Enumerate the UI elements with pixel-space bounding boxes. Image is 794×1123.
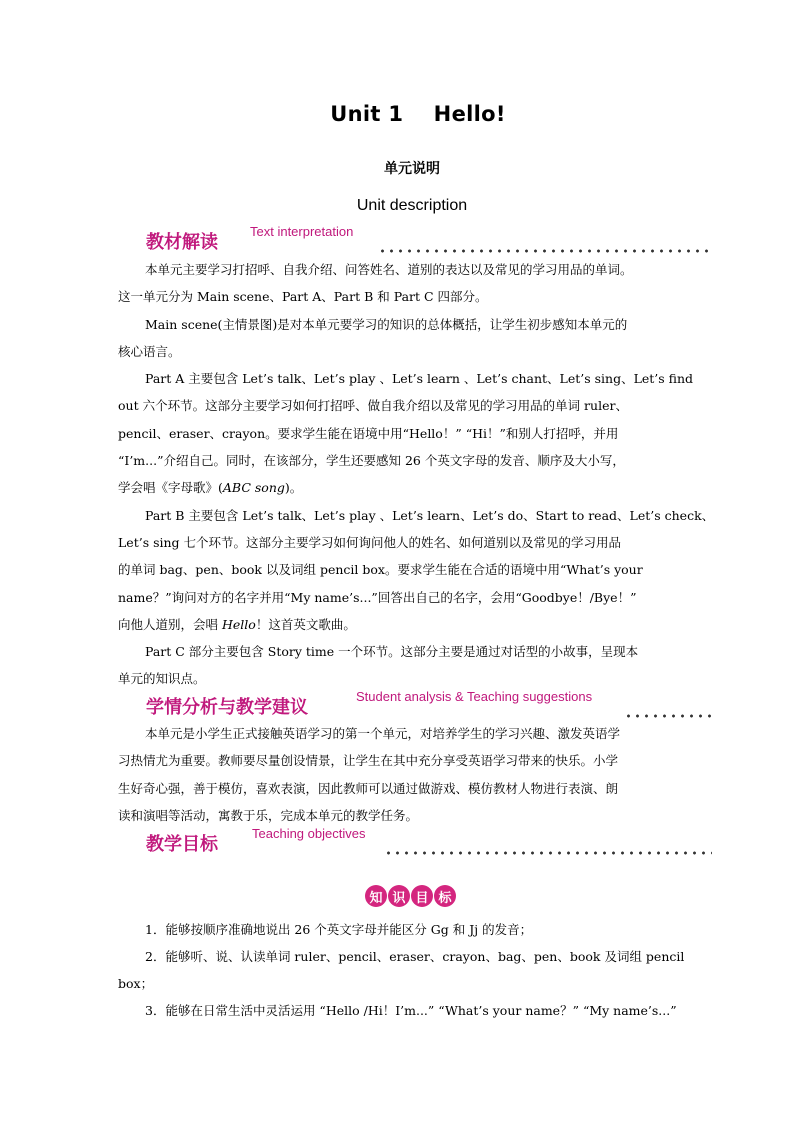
text-line: 的单词 bag、pen、book 以及词组 pencil box。要求学生能在合适的语境中用“What’s your xyxy=(118,562,643,578)
text-line: 读和演唱等活动，寓教于乐，完成本单元的教学任务。 xyxy=(118,807,419,823)
text-line: 单元的知识点。 xyxy=(118,671,206,687)
dotted-rule xyxy=(378,249,712,253)
text-line: 这一单元分为 Main scene、Part A、Part B 和 Part C 四部分。 xyxy=(118,289,488,305)
text-line: out 六个环节。这部分主要学习如何打招呼、做自我介绍以及常见的学习用品的单词 ruler、 xyxy=(118,398,628,414)
text-line: pencil、eraser、crayon。要求学生能在语境中用“Hello！” “Hi！”和别人打招呼，并用 xyxy=(118,425,619,441)
text-line: Part C 部分主要包含 Story time 一个环节。这部分主要是通过对话型的小故事，呈现本 xyxy=(145,644,639,660)
text-line: Part A 主要包含 Let’s talk、Let’s play 、Let’s learn 、Let’s chant、Let’s sing、Let’s find xyxy=(145,371,694,387)
text-line: 习热情尤为重要。教师要尽量创设情景，让学生在其中充分享受英语学习带来的快乐。小学 xyxy=(118,753,619,769)
section-header-teaching-objectives xyxy=(146,826,712,856)
knowledge-objectives-badge xyxy=(365,885,457,909)
text-interpretation-body xyxy=(118,256,715,693)
badge-char: 知 xyxy=(365,885,387,907)
text-line: 本单元主要学习打招呼、自我介绍、问答姓名、道别的表达以及常见的学习用品的单词。 xyxy=(145,262,633,277)
section-title-cn: 教学目标 xyxy=(146,834,218,855)
text-fragment: ！这首英文歌曲。 xyxy=(255,616,356,632)
objectives-list xyxy=(118,916,684,1024)
section-title-en: Text interpretation xyxy=(250,224,354,239)
text-line: 本单元是小学生正式接触英语学习的第一个单元，对培养学生的学习兴趣、激发英语学 xyxy=(145,726,621,741)
page-title: Unit 1 Hello! xyxy=(330,102,506,126)
text-fragment: 向他人道别，会唱 xyxy=(118,616,222,632)
objective-item: 3．能够在日常生活中灵活运用 “Hello /Hi！I’m...” “What’s your name？” “My name’s...” xyxy=(145,1003,677,1018)
text-line xyxy=(118,474,684,501)
text-line: “I’m...”介绍自己。同时，在该部分，学生还要感知 26 个英文字母的发音、顺序及大小写， xyxy=(118,453,625,469)
section-title-en: Teaching objectives xyxy=(252,826,366,841)
subtitle-cn: 单元说明 xyxy=(384,161,440,177)
badge-char: 识 xyxy=(388,885,410,907)
text-line: 生好奇心强，善于模仿，喜欢表演，因此教师可以通过做游戏、模仿教材人物进行表演、朗 xyxy=(118,780,619,796)
dotted-rule xyxy=(624,714,712,718)
text-line: Part B 主要包含 Let’s talk、Let’s play 、Let’s learn、Let’s do、Start to read、Let’s check、 xyxy=(145,507,715,523)
objective-item: 2．能够听、说、认读单词 ruler、pencil、eraser、crayon、bag、pen、book 及词组 pencil xyxy=(145,949,685,964)
badge-char: 标 xyxy=(434,885,456,907)
song-title: Hello xyxy=(221,616,256,632)
text-line xyxy=(118,611,684,638)
section-header-text-interpretation xyxy=(146,224,712,254)
section-title-cn: 学情分析与教学建议 xyxy=(146,697,308,718)
text-line: 核心语言。 xyxy=(118,343,181,359)
text-line: name？”询问对方的名字并用“My name’s...”回答出自己的名字，会用“Goodbye！/Bye！” xyxy=(118,589,637,605)
student-analysis-body xyxy=(118,720,684,829)
subtitle-en: Unit description xyxy=(356,197,468,214)
section-title-en: Student analysis & Teaching suggestions xyxy=(356,689,593,704)
text-line: Main scene(主情景图)是对本单元要学习的知识的总体概括，让学生初步感知本单元的 xyxy=(145,316,628,332)
song-title: ABC song xyxy=(222,480,285,496)
text-fragment: )。 xyxy=(284,480,303,496)
text-fragment: 学会唱《字母歌》( xyxy=(118,480,223,496)
objective-item: 1．能够按顺序准确地说出 26 个英文字母并能区分 Gg 和 Jj 的发音； xyxy=(145,922,533,937)
badge-char: 目 xyxy=(411,885,433,907)
objective-item-continued: box； xyxy=(118,976,154,991)
section-header-student-analysis xyxy=(146,689,712,719)
text-line: Let’s sing 七个环节。这部分主要学习如何询问他人的姓名、如何道别以及常见的学习用品 xyxy=(118,534,622,550)
section-title-cn: 教材解读 xyxy=(146,232,218,253)
dotted-rule xyxy=(384,851,712,855)
